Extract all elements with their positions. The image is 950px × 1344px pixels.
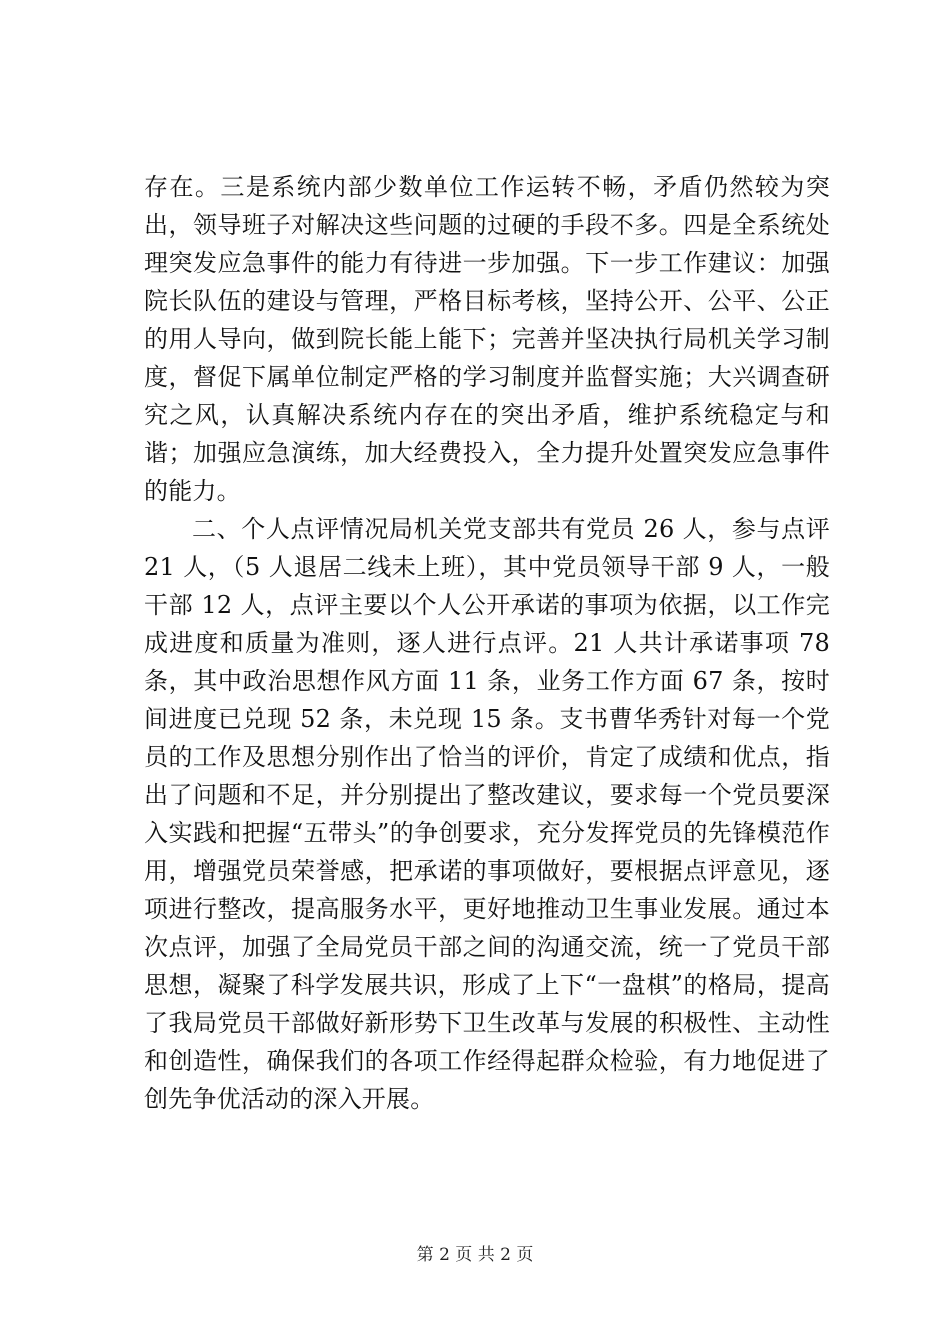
document-body (144, 168, 830, 1118)
paragraph-issues-and-suggestions: 存在。三是系统内部少数单位工作运转不畅，矛盾仍然较为突出，领导班子对解决这些问题的过硬的手段不多。四是全系统处理突发应急事件的能力有待进一步加强。下一步工作建议：加强院长队伍的建设与管理，严格目标考核，坚持公开、公平、公正的用人导向，做到院长能上能下；完善并坚决执行局机关学习制度，督促下属单位制定严格的学习制度并监督实施；大兴调查研究之风，认真解决系统内存在的突出矛盾，维护系统稳定与和谐；加强应急演练，加大经费投入，全力提升处置突发应急事件的能力。 (144, 173, 830, 505)
paragraph-personal-review: 二、个人点评情况局机关党支部共有党员 26 人，参与点评 21 人，（5 人退居二线未上班），其中党员领导干部 9 人，一般干部 12 人，点评主要以个人公开承诺的事项为依据，以工作完成进度和质量为准则，逐人进行点评。21 人共计承诺事项 78 条，其中政治思想作风方面 11 条，业务工作方面 67 条，按时间进度已兑现 52 条，未兑现 15 条。支书曹华秀针对每一个党员的工作及思想分别作出了恰当的评价，肯定了成绩和优点，指出了问题和不足，并分别提出了整改建议，要求每一个党员要深入实践和把握“五带头”的争创要求，充分发挥党员的先锋模范作用，增强党员荣誉感，把承诺的事项做好，要根据点评意见，逐项进行整改，提高服务水平，更好地推动卫生事业发展。通过本次点评，加强了全局党员干部之间的沟通交流，统一了党员干部思想，凝聚了科学发展共识，形成了上下“一盘棋”的格局，提高了我局党员干部做好新形势下卫生改革与发展的积极性、主动性和创造性，确保我们的各项工作经得起群众检验，有力地促进了创先争优活动的深入开展。 (144, 515, 830, 1113)
page-number-footer: 第 2 页 共 2 页 (416, 1245, 534, 1265)
